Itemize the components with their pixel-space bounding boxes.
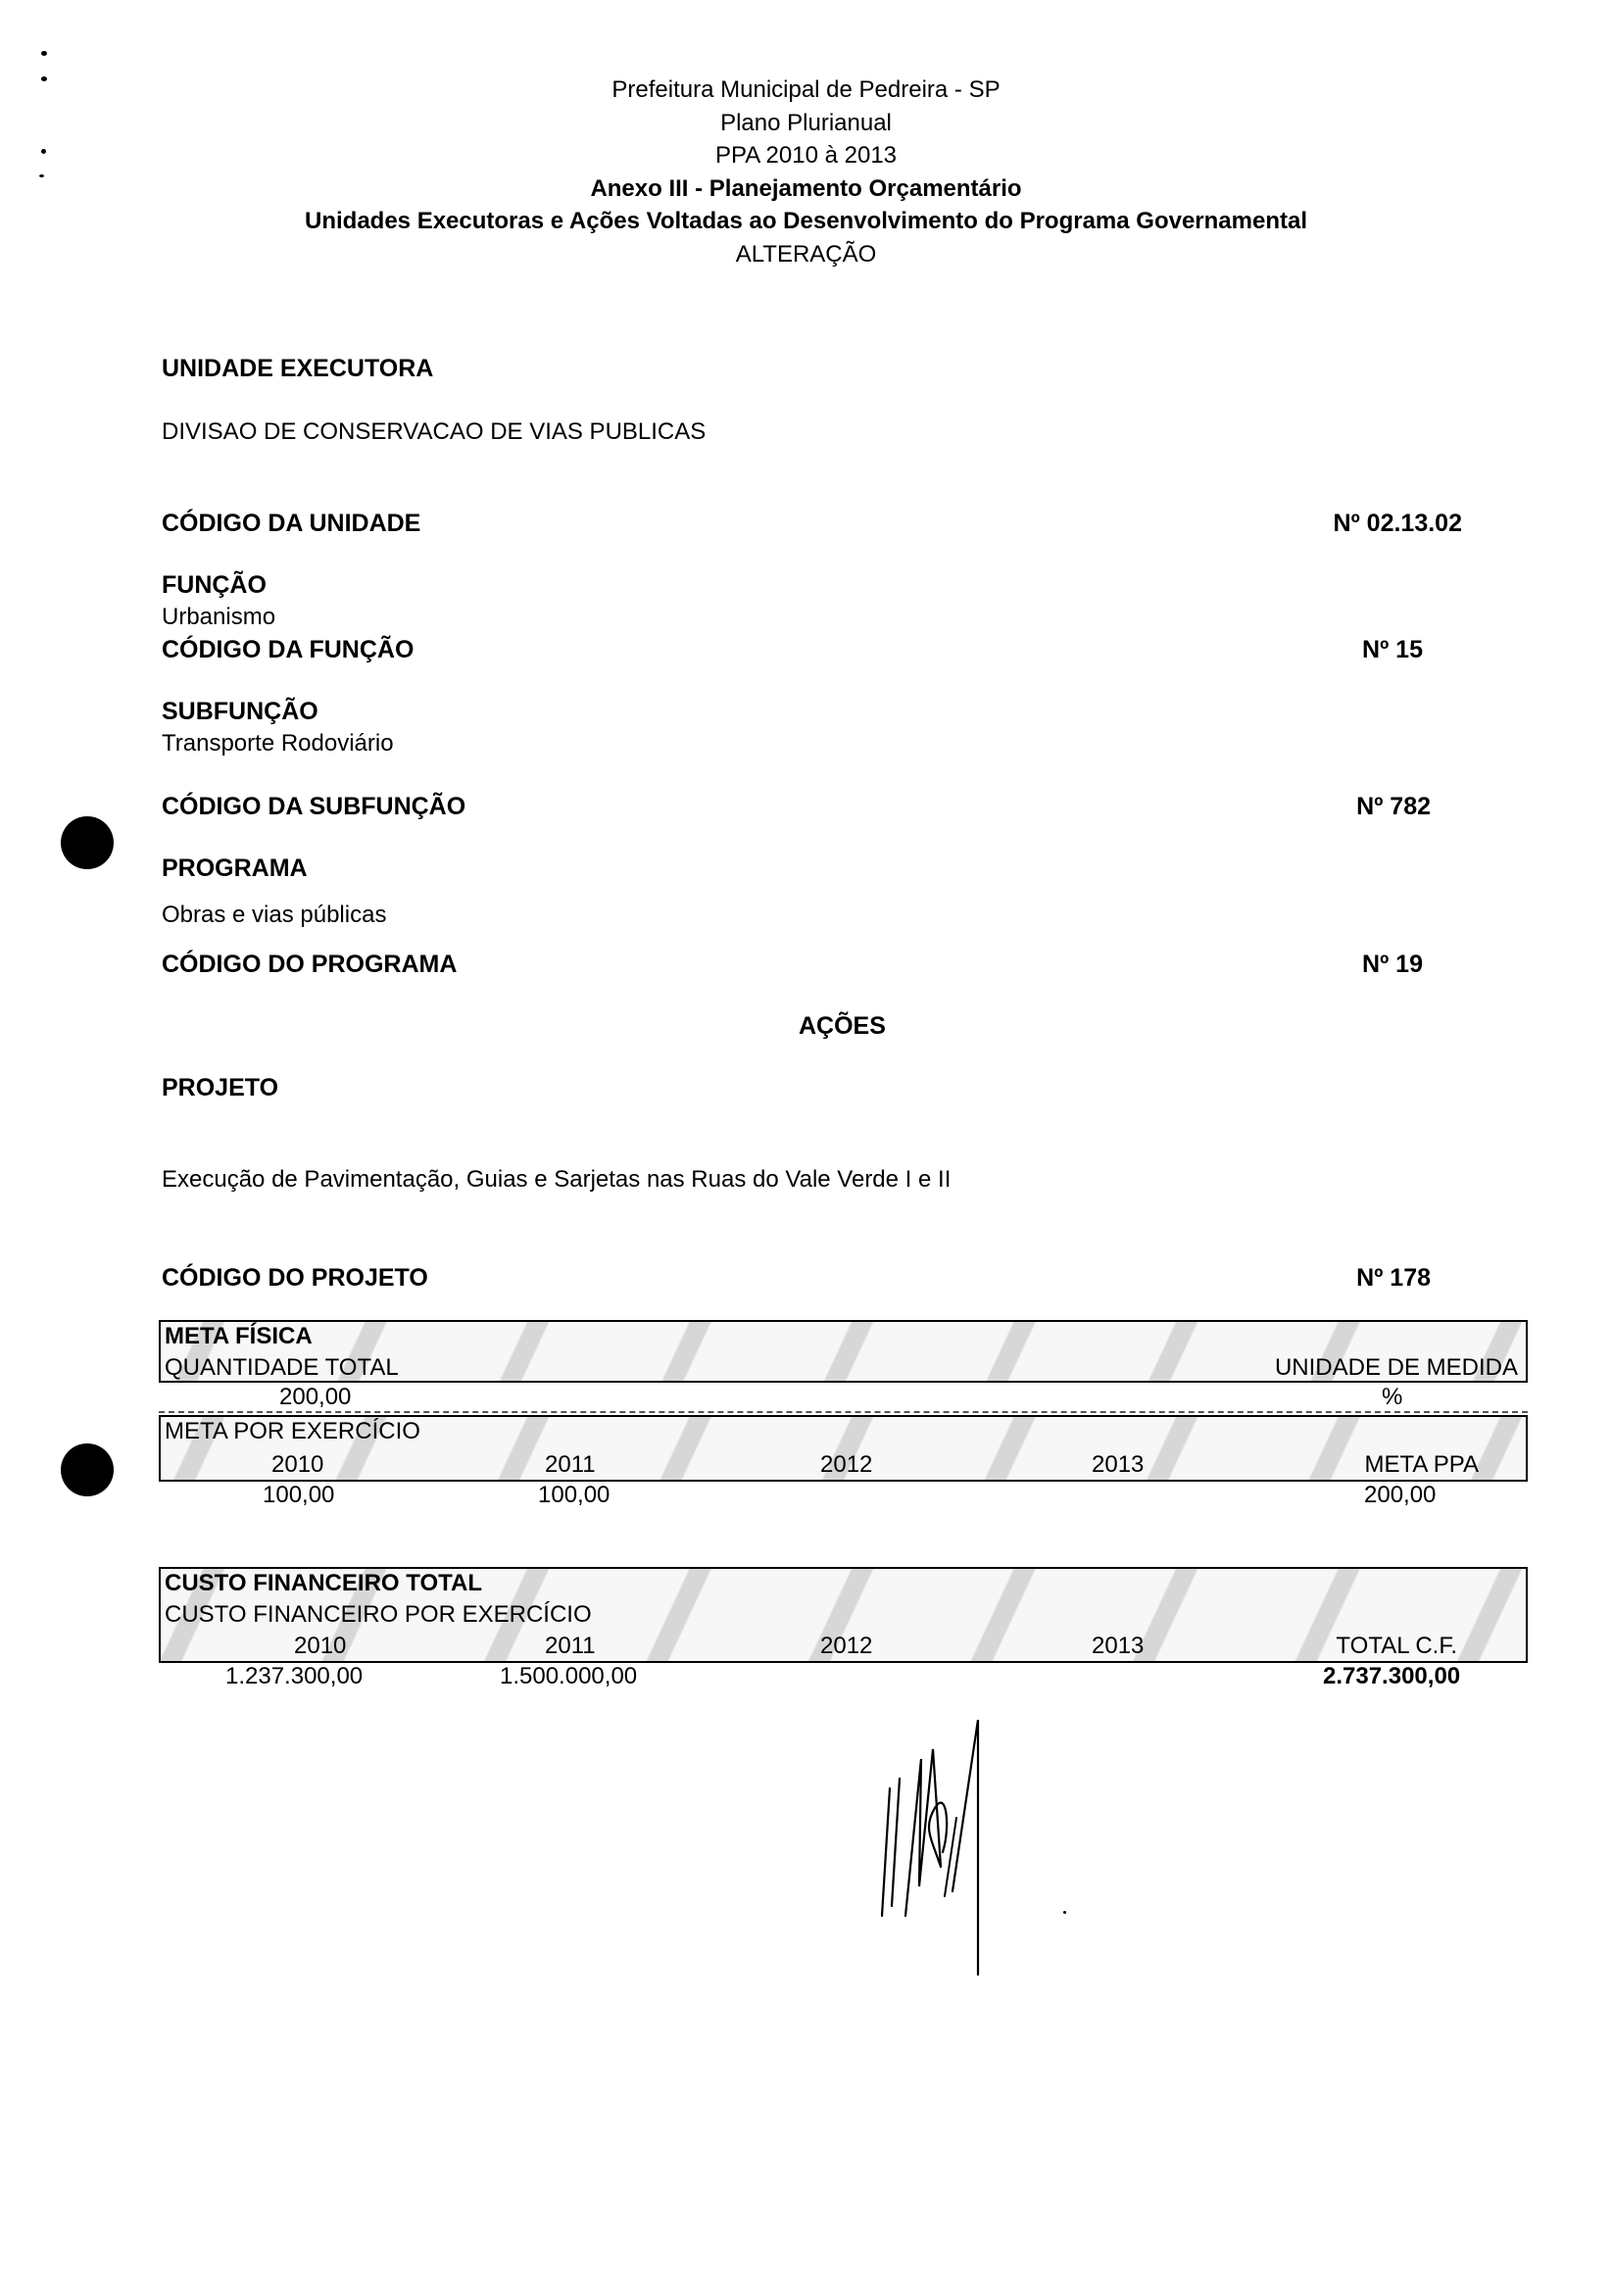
meta-year-2013: 2013 bbox=[1092, 1451, 1145, 1478]
meta-exercicio-title: META POR EXERCÍCIO bbox=[165, 1418, 420, 1444]
codigo-programa-value: Nº 19 bbox=[1362, 951, 1423, 978]
speck bbox=[1063, 1911, 1066, 1914]
meta-fisica-title: META FÍSICA bbox=[165, 1323, 313, 1349]
codigo-unidade-label: CÓDIGO DA UNIDADE bbox=[162, 510, 421, 537]
subfuncao-label: SUBFUNÇÃO bbox=[162, 698, 318, 725]
speck bbox=[41, 51, 47, 56]
meta-2011-value: 100,00 bbox=[538, 1482, 611, 1508]
funcao-label: FUNÇÃO bbox=[162, 571, 267, 599]
signature bbox=[862, 1720, 1019, 1994]
total-cf-value: 2.737.300,00 bbox=[1323, 1663, 1461, 1689]
subfuncao-name: Transporte Rodoviário bbox=[162, 730, 394, 757]
codigo-funcao-label: CÓDIGO DA FUNÇÃO bbox=[162, 636, 415, 663]
programa-label: PROGRAMA bbox=[162, 855, 308, 882]
meta-year-2011: 2011 bbox=[545, 1451, 596, 1478]
meta-2010-value: 100,00 bbox=[263, 1482, 335, 1508]
meta-fisica-band bbox=[159, 1320, 1528, 1383]
custo-year-2013: 2013 bbox=[1092, 1633, 1145, 1659]
binder-hole-bottom bbox=[61, 1443, 114, 1496]
acoes-title: AÇÕES bbox=[799, 1012, 886, 1040]
meta-ppa-value: 200,00 bbox=[1364, 1482, 1437, 1508]
custo-band bbox=[159, 1567, 1528, 1663]
header-subtitle: Unidades Executoras e Ações Voltadas ao Desenvolvimento do Programa Governamental bbox=[305, 208, 1307, 234]
unidade-name: DIVISAO DE CONSERVACAO DE VIAS PUBLICAS bbox=[162, 418, 707, 445]
total-cf-label: TOTAL C.F. bbox=[1336, 1633, 1457, 1659]
custo-subtitle: CUSTO FINANCEIRO POR EXERCÍCIO bbox=[165, 1601, 592, 1628]
unidade-medida-label: UNIDADE DE MEDIDA bbox=[1274, 1354, 1518, 1381]
unidade-label: UNIDADE EXECUTORA bbox=[162, 355, 434, 382]
codigo-projeto-value: Nº 178 bbox=[1356, 1264, 1431, 1292]
custo-year-2010: 2010 bbox=[294, 1633, 347, 1659]
unidade-medida-value: % bbox=[1382, 1384, 1403, 1410]
header-plan: Plano Plurianual bbox=[720, 110, 892, 136]
programa-name: Obras e vias públicas bbox=[162, 902, 387, 928]
header-municipality: Prefeitura Municipal de Pedreira - SP bbox=[611, 76, 1001, 103]
meta-year-2012: 2012 bbox=[820, 1451, 873, 1478]
projeto-label: PROJETO bbox=[162, 1074, 279, 1101]
custo-title: CUSTO FINANCEIRO TOTAL bbox=[165, 1570, 482, 1596]
funcao-name: Urbanismo bbox=[162, 604, 276, 630]
codigo-subfuncao-value: Nº 782 bbox=[1356, 793, 1431, 820]
codigo-projeto-label: CÓDIGO DO PROJETO bbox=[162, 1264, 428, 1292]
custo-year-2012: 2012 bbox=[820, 1633, 873, 1659]
meta-exercicio-band bbox=[159, 1415, 1528, 1482]
binder-hole-top bbox=[61, 816, 114, 869]
separator bbox=[159, 1411, 1528, 1413]
meta-year-2010: 2010 bbox=[271, 1451, 324, 1478]
meta-ppa-label: META PPA bbox=[1364, 1451, 1479, 1478]
codigo-programa-label: CÓDIGO DO PROGRAMA bbox=[162, 951, 458, 978]
codigo-funcao-value: Nº 15 bbox=[1362, 636, 1423, 663]
custo-2010-value: 1.237.300,00 bbox=[225, 1663, 364, 1689]
codigo-unidade-value: Nº 02.13.02 bbox=[1333, 510, 1462, 537]
header-alteracao: ALTERAÇÃO bbox=[735, 241, 877, 268]
custo-year-2011: 2011 bbox=[545, 1633, 596, 1659]
projeto-name: Execução de Pavimentação, Guias e Sarjetas nas Ruas do Vale Verde I e II bbox=[162, 1166, 952, 1193]
quantidade-total-value: 200,00 bbox=[279, 1384, 352, 1410]
quantidade-total-label: QUANTIDADE TOTAL bbox=[165, 1354, 399, 1381]
header-period: PPA 2010 à 2013 bbox=[714, 142, 898, 169]
codigo-subfuncao-label: CÓDIGO DA SUBFUNÇÃO bbox=[162, 793, 466, 820]
custo-2011-value: 1.500.000,00 bbox=[500, 1663, 638, 1689]
header-annex: Anexo III - Planejamento Orçamentário bbox=[590, 175, 1022, 202]
